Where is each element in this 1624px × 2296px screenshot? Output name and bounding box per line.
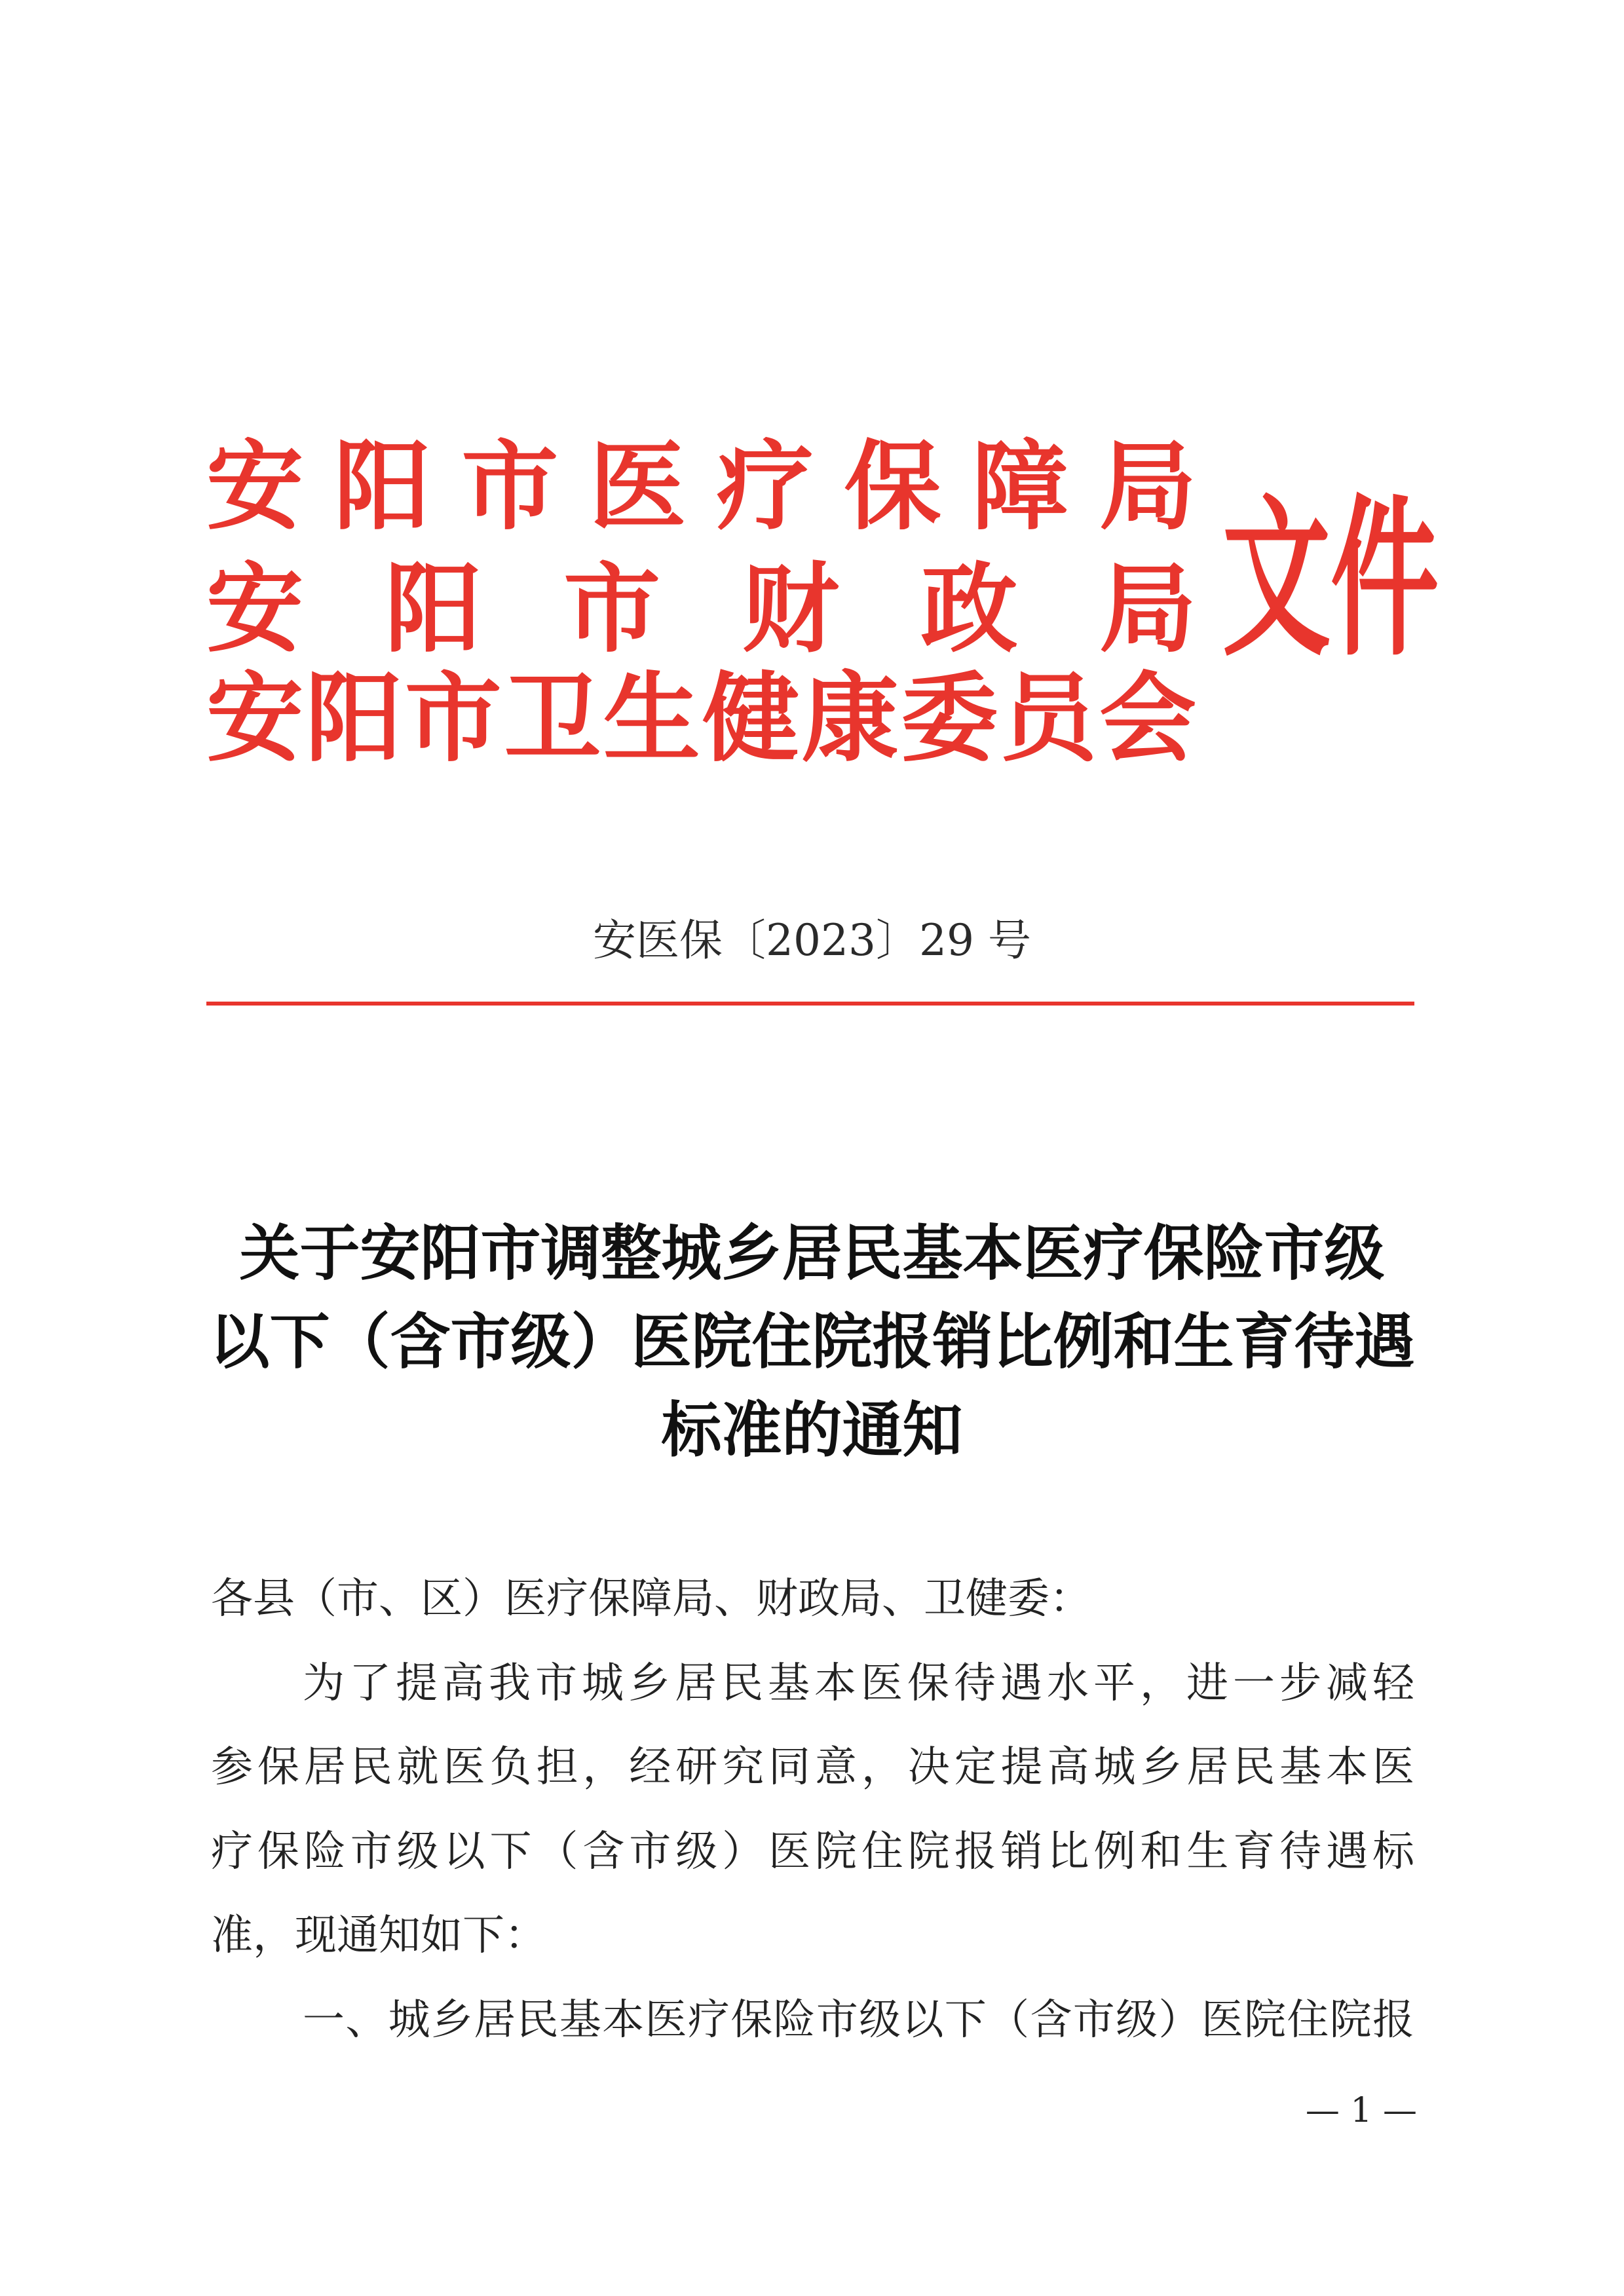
page-number: — 1 — <box>1305 2091 1417 2130</box>
issuer-health-commission: 安阳市卫生健康委员会 <box>206 661 1196 775</box>
paragraph-1-line-3: 疗保险市级以下（含市级）医院住院报销比例和生育待遇标 <box>211 1827 1414 1876</box>
document-number: 安医保〔2023〕29 号 <box>593 915 1031 966</box>
paragraph-1-line-4: 准，现通知如下： <box>211 1911 546 1960</box>
issuer-medical-security-bureau: 安阳市医疗保障局 <box>206 429 1196 543</box>
document-body <box>211 1557 1414 2062</box>
issuer-finance-bureau: 安阳市财政局 <box>206 552 1196 666</box>
document-suffix: 文件 <box>1222 478 1439 679</box>
title-line-1: 关于安阳市调整城乡居民基本医疗保险市级 <box>239 1218 1385 1289</box>
paragraph-1-line-1: 为了提高我市城乡居民基本医保待遇水平，进一步减轻 <box>303 1659 1414 1708</box>
title-line-3: 标准的通知 <box>661 1395 963 1465</box>
title-line-2: 以下（含市级）医院住院报销比例和生育待遇 <box>209 1306 1415 1377</box>
red-separator-line <box>206 1002 1414 1006</box>
paragraph-1-line-2: 参保居民就医负担，经研究同意，决定提高城乡居民基本医 <box>211 1743 1414 1792</box>
document-title <box>0 1209 1624 1475</box>
section-1-heading: 一、城乡居民基本医疗保险市级以下（含市级）医院住院报 <box>303 1995 1414 2044</box>
salutation: 各县（市、区）医疗保障局、财政局、卫健委： <box>211 1575 1091 1623</box>
